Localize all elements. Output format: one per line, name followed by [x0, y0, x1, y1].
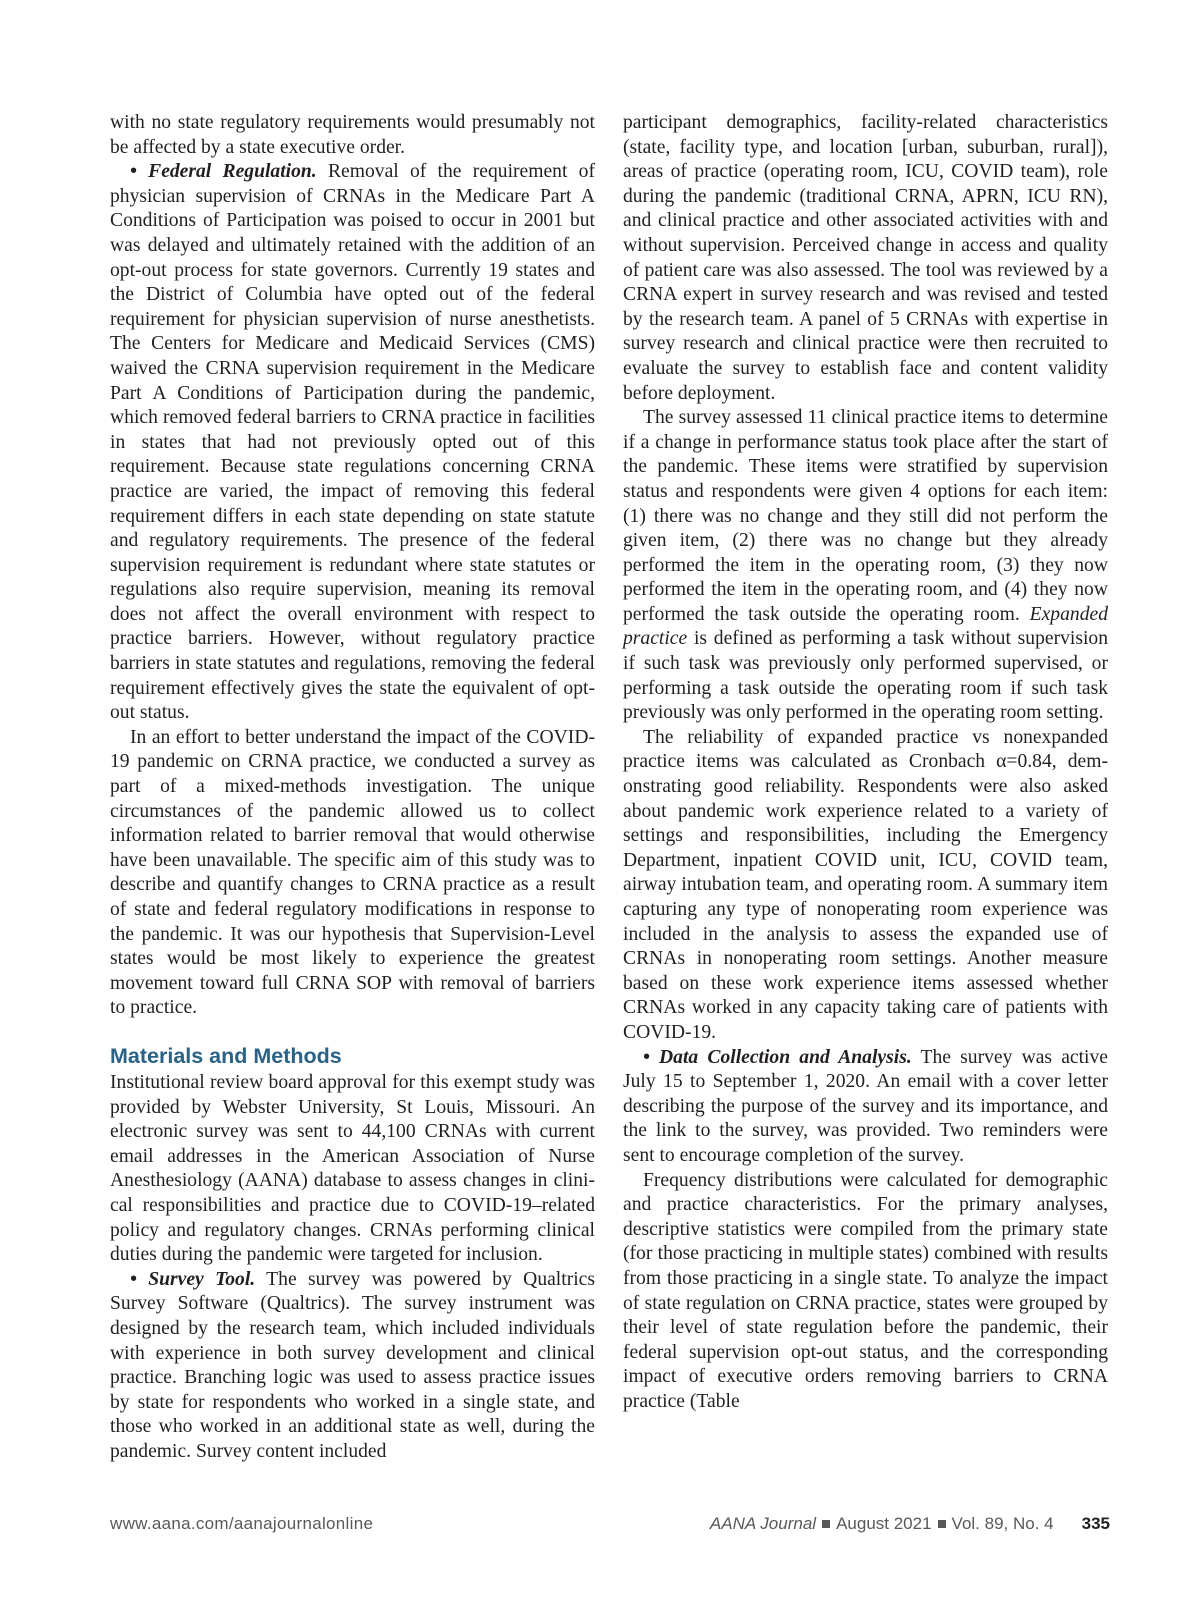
square-bullet-icon — [938, 1520, 946, 1528]
paragraph: The reliability of expanded practice vs nonexpanded practice items was calculated as Cronbach α=0.84, demonstrating good reliability. Respondents were also asked about pandemic work experience related to a variety of settings and responsibilities, including the Emergency Department, inpatient COVID unit, ICU, COVID team, airway intubation team, and operating room. A summary item capturing any type of nonoperating room experience was included in the analysis to assess the expanded use of CRNAs in nonoperating room settings. Another measure based on these work experience items assessed whether CRNAs worked in any capacity taking care of patients with COVID-19. — [623, 726, 1108, 1043]
paragraph: Frequency distributions were calculated for demographic and practice characteristics. For the primary analyses, descriptive statistics were compiled from the primary state (for those practicing in multiple states) combined with results from those practicing in a single state. To analyze the impact of state regulation on CRNA practice, states were grouped by their level of state regulation before the pandemic, their federal supervision opt-out status, and the corresponding impact of executive orders removing barriers to CRNA practice (Table — [623, 1169, 1108, 1412]
section-heading: Materials and Methods — [110, 1043, 342, 1068]
paragraph-body: The survey was active July 15 to September 1, 2020. An email with a cover letter describing the purpose of the survey and its importance, and the link to the survey, was provided. Two reminders were sent to encourage completion of the survey. — [623, 1046, 1108, 1166]
footer-url[interactable]: www.aana.com/aanajournalonline — [110, 1514, 374, 1533]
run-in-heading: • Survey Tool. — [130, 1268, 256, 1290]
paragraph-survey-tool — [110, 1268, 595, 1465]
emphasized-term: Expanded practice — [623, 603, 1108, 650]
paragraph-text: The survey assessed 11 clinical practice items to determine if a change in performance status took place after the start of the pandemic. These items were stratified by supervision status and respondents were given 4 options for each item: (1) there was no change and they still did not perform the given item, (2) there was no change but they already performed the item in the operating room, (3) they now performed the item in the operating room, and (4) they now performed the task outside the operating room. — [623, 407, 1108, 625]
left-column — [110, 111, 595, 1464]
issue-date: August 2021 — [836, 1514, 932, 1533]
paragraph: participant demographics, facility-related characteristics (state, facility type, and location [urban, suburban, rural]), areas of practice (operating room, ICU, COVID team), role during the pandemic (traditional CRNA, APRN, ICU RN), and clinical practice and other associated activities with and without supervision. Perceived change in access and quality of patient care was also assessed. The tool was reviewed by a CRNA expert in survey research and was revised and tested by the research team. A panel of 5 CRNAs with expertise in survey research and clinical practice were then recruited to evaluate the survey to establish face and content validity before deployment. — [623, 112, 1108, 404]
paragraph: Institutional review board approval for this exempt study was provided by Webster University, St Louis, Missouri. An electronic survey was sent to 44,100 CRNAs with current email addresses in the American Association of Nurse Anesthesiology (AANA) database to assess changes in clinical responsibilities and practice due to COVID-19–related policy and regulatory changes. CRNAs performing clinical duties during the pandemic were targeted for inclusion. — [110, 1071, 595, 1266]
footer-citation — [710, 1514, 1110, 1534]
paragraph-text: is defined as performing a task without supervision if such task was previously only performed supervised, or performing a task outside the operating room if such task previously was only performed in the operating room setting. — [623, 628, 1108, 724]
run-in-heading: • Federal Regulation. — [130, 161, 317, 183]
paragraph-expanded-practice — [623, 406, 1108, 726]
square-bullet-icon — [822, 1520, 830, 1528]
paragraph: In an effort to better understand the impact of the COVID-19 pandemic on CRNA practice, we conducted a survey as part of a mixed-methods investigation. The unique circumstances of the pandemic allowed us to collect information related to barrier removal that would otherwise have been unavailable. The specific aim of this study was to describe and quantify changes to CRNA practice as a result of state and federal regulatory modifications in response to the pandemic. It was our hypothesis that Supervision-Level states would be most likely to experience the greatest movement toward full CRNA SOP with removal of barriers to practice. — [110, 726, 595, 1019]
volume-number: Vol. 89, No. 4 — [951, 1514, 1054, 1533]
paragraph-body: Removal of the requirement of physician supervision of CRNAs in the Medicare Part A Conditions of Participation was poised to occur in 2001 but was delayed and ultimately retained with the addition of an opt-out process for state governors. Currently 19 states and the District of Columbia have opted out of the federal requirement for physician supervision of nurse anesthetists. The Centers for Medicare and Medicaid Services (CMS) waived the CRNA supervision requirement in the Medicare Part A Conditions of Participation during the pandemic, which removed federal barriers to CRNA practice in facilities in states that had not previously opted out of this requirement. Because state regulations concerning CRNA practice are varied, the impact of removing this federal requirement differs in each state depending on state statute and regulatory requirements. The presence of the federal supervision requirement is redundant where state statutes or regulations also require supervision, meaning its removal does not affect the overall environment with respect to practice barriers. However, without regulatory practice barriers in state statutes and regulations, removing the federal requirement effectively gives the state the equivalent of opt-out status. — [110, 161, 595, 724]
run-in-heading: • Data Collection and Analysis. — [643, 1046, 912, 1068]
paragraph-body: The survey was powered by Qualtrics Survey Software (Qualtrics). The survey instrument was designed by the research team, which included individuals with experience in both survey development and clinical practice. Branching logic was used to assess practice issues by state for respondents who worked in a single state, and those who worked in an additional state as well, during the pandemic. Survey content included — [110, 1268, 595, 1462]
right-column — [623, 111, 1108, 1414]
journal-name: AANA Journal — [709, 1514, 817, 1533]
paragraph-federal-regulation — [110, 160, 595, 726]
paragraph: with no state regulatory requirements would presumably not be affected by a state executive order. — [110, 112, 595, 158]
paragraph-data-collection — [623, 1046, 1108, 1169]
page-number: 335 — [1081, 1514, 1110, 1533]
